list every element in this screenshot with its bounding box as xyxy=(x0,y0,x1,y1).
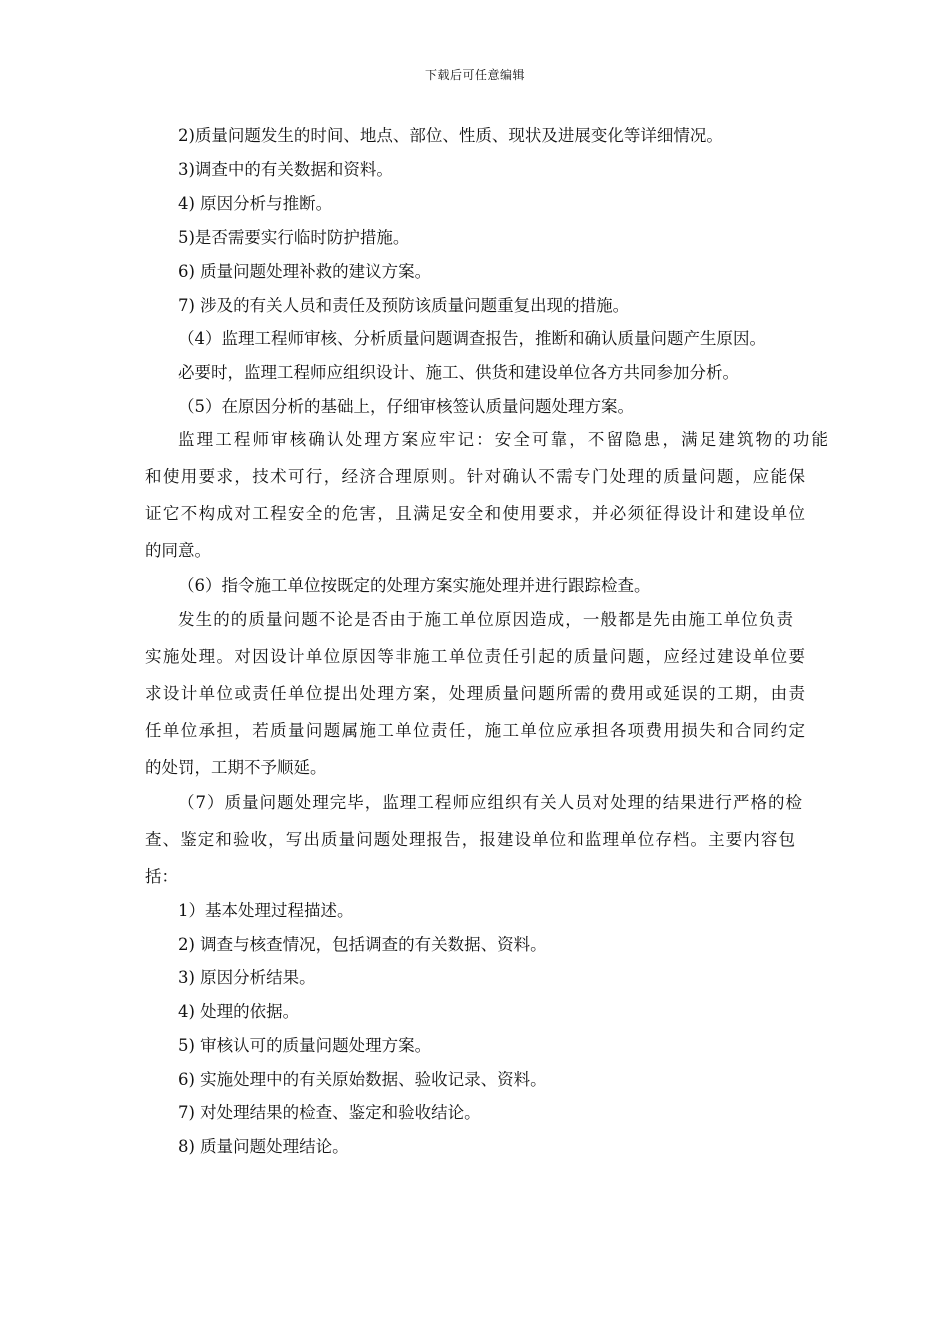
text-line: 5) 审核认可的质量问题处理方案。 xyxy=(178,1036,432,1055)
text-line: 的同意。 xyxy=(145,541,211,560)
text-line: 查、鉴定和验收，写出质量问题处理报告，报建设单位和监理单位存档。主要内容包 xyxy=(145,830,795,849)
text-line: （6）指令施工单位按既定的处理方案实施处理并进行跟踪检查。 xyxy=(178,576,651,595)
text-line: 和使用要求，技术可行，经济合理原则。针对确认不需专门处理的质量问题，应能保 xyxy=(145,467,805,486)
text-line: 2)质量问题发生的时间、地点、部位、性质、现状及进展变化等详细情况。 xyxy=(178,126,723,145)
text-line: 括： xyxy=(145,867,178,886)
text-line: 2) 调查与核查情况，包括调查的有关数据、资料。 xyxy=(178,935,547,954)
text-line: 发生的的质量问题不论是否由于施工单位原因造成，一般都是先由施工单位负责 xyxy=(178,610,793,629)
text-line: 任单位承担，若质量问题属施工单位责任，施工单位应承担各项费用损失和合同约定 xyxy=(145,721,805,740)
text-line: 求设计单位或责任单位提出处理方案，处理质量问题所需的费用或延误的工期，由责 xyxy=(145,684,805,703)
text-line: 4) 处理的依据。 xyxy=(178,1002,300,1021)
text-line: 6) 实施处理中的有关原始数据、验收记录、资料。 xyxy=(178,1070,547,1089)
text-line: 7) 涉及的有关人员和责任及预防该质量问题重复出现的措施。 xyxy=(178,296,630,315)
text-line: 7) 对处理结果的检查、鉴定和验收结论。 xyxy=(178,1103,481,1122)
text-line: 5)是否需要实行临时防护措施。 xyxy=(178,228,410,247)
text-line: （4）监理工程师审核、分析质量问题调查报告，推断和确认质量问题产生原因。 xyxy=(178,329,766,348)
text-line: 证它不构成对工程安全的危害，且满足安全和使用要求，并必须征得设计和建设单位 xyxy=(145,504,805,523)
text-line: 监理工程师审核确认处理方案应牢记：安全可靠，不留隐患，满足建筑物的功能 xyxy=(178,430,828,449)
text-line: 3) 原因分析结果。 xyxy=(178,968,316,987)
text-line: 的处罚，工期不予顺延。 xyxy=(145,758,327,777)
text-line: 4) 原因分析与推断。 xyxy=(178,194,333,213)
text-line: 3)调查中的有关数据和资料。 xyxy=(178,160,393,179)
page-header: 下载后可任意编辑 xyxy=(424,68,525,82)
text-line: 1）基本处理过程描述。 xyxy=(178,901,354,920)
text-line: 6) 质量问题处理补救的建议方案。 xyxy=(178,262,432,281)
text-line: 实施处理。对因设计单位原因等非施工单位责任引起的质量问题，应经过建设单位要 xyxy=(145,647,805,666)
text-line: 必要时，监理工程师应组织设计、施工、供货和建设单位各方共同参加分析。 xyxy=(178,363,739,382)
text-line: （5）在原因分析的基础上，仔细审核签认质量问题处理方案。 xyxy=(178,397,634,416)
text-line: 8) 质量问题处理结论。 xyxy=(178,1137,349,1156)
text-line: （7）质量问题处理完毕，监理工程师应组织有关人员对处理的结果进行严格的检 xyxy=(178,793,802,812)
